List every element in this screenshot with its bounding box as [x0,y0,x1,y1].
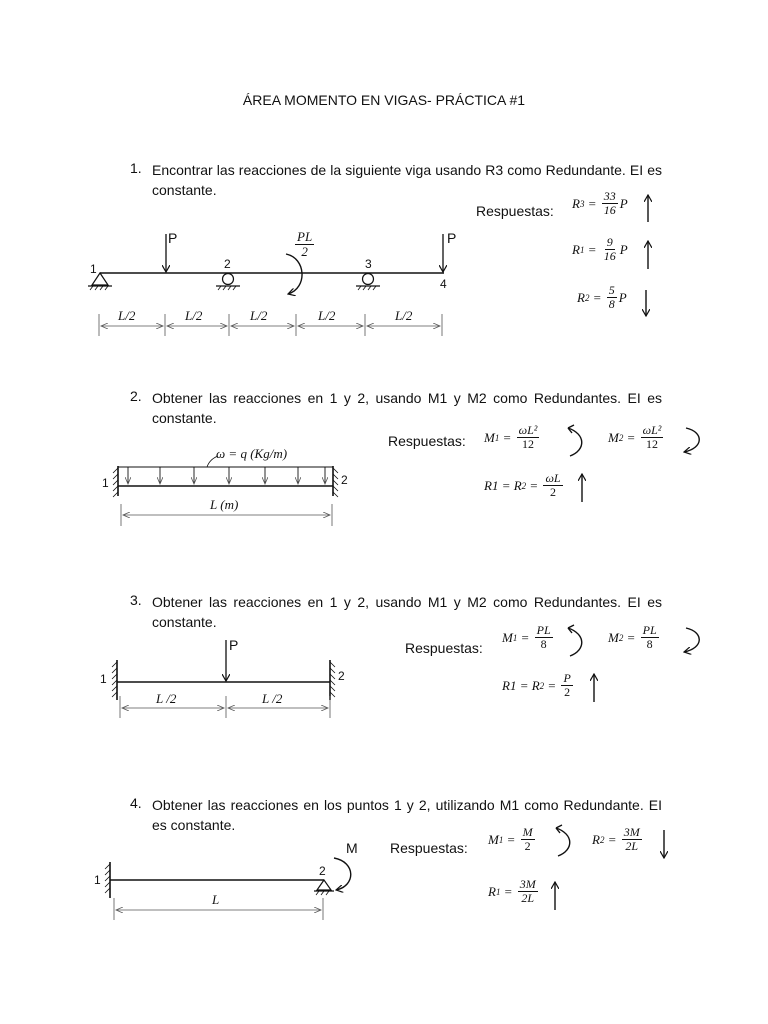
node-1-label: 1 [94,873,101,887]
moment-pl2-label: PL 2 [297,229,313,259]
answer-r3: R 3 = $\frac{33}{16}$ P [572,189,628,217]
node-2-label: 2 [338,669,345,683]
node-2-label: 2 [341,473,348,487]
clockwise-arrow-icon [684,428,699,452]
answer-m1: M 1 = $\frac{PL}{8}$ [502,623,551,651]
beam-3 [112,640,335,718]
answer-r2: R 2 = $\frac{3M}{2L}$ [592,825,640,853]
node-3-label: 3 [365,257,372,271]
answer-r1: R 1 = $\frac{3M}{2L}$ [488,877,536,905]
answer-r1: R 1 = $\frac{9}{16}$ P [572,235,628,263]
node-1-label: 1 [102,476,109,490]
answer-r1-r2: R1 = R 2 = $\frac{\omega L}{2}$ [484,471,561,499]
problem-4-number: 4. [130,795,142,811]
load-p-left-label: P [168,230,178,246]
span-label: L/2 [318,308,336,323]
node-1-label: 1 [90,262,97,276]
problem-2-respuestas-label: Respuestas: [388,433,466,449]
problem-3-respuestas-label: Respuestas: [405,640,483,656]
answer-m1: M 1 = $\frac{M}{2}$ [488,825,533,853]
problem-3-number: 3. [130,592,142,608]
span-label: L/2 [395,308,413,323]
counterclockwise-arrow-icon [568,425,582,456]
span-label: L (m) [210,497,239,512]
problem-1-number: 1. [130,160,142,176]
answer-m2: M 2 = $\frac{PL}{8}$ [608,623,657,651]
page-title: ÁREA MOMENTO EN VIGAS- PRÁCTICA #1 [242,92,526,108]
node-2-label: 2 [319,864,326,878]
node-1-label: 1 [100,672,107,686]
node-4-label: 4 [440,277,447,291]
answer-m1: M 1 = $\frac{\text{ωL²}}{12}$ [484,423,538,451]
problem-2-text: Obtener las reacciones en 1 y 2, usando M1 y M2 como Redundantes. EI es constante. [152,390,662,426]
answer-r2: R 2 = $\frac{5}{8}$ P [577,283,627,311]
load-p-label: P [229,637,239,653]
span-label: L/2 [185,308,203,323]
span-label: L/2 [118,308,136,323]
clockwise-arrow-icon [684,628,699,652]
moment-m-label: M [346,840,358,856]
span-label: L/2 [250,308,268,323]
problem-3-text: Obtener las reacciones en 1 y 2, usando M1 y M2 como Redundantes. EI es constante. [152,594,662,630]
beam-2 [113,456,338,526]
problem-4-respuestas-label: Respuestas: [390,840,468,856]
problem-2-number: 2. [130,388,142,404]
answer-m2: M 2 = $\frac{\text{ωL²}}{12}$ [608,423,662,451]
span-label: L [212,892,220,907]
answer-r1-r2: R1 = R 2 = $\frac{P}{2}$ [502,671,571,699]
problem-1-respuestas-label: Respuestas: [476,203,554,219]
span-label: L /2 [262,691,283,706]
problem-1-text: Encontrar las reacciones de la siguiente viga usando R3 como Redundante. EI es constante. [152,162,662,198]
load-p-right-label: P [447,230,457,246]
span-label: L /2 [156,691,177,706]
distributed-load-label: ω = q (Kg/m) [216,446,288,461]
problem-4-text: Obtener las reacciones en los puntos 1 y 2, utilizando M1 como Redundante. EI es constante. [152,797,662,833]
beam-4 [105,858,351,920]
node-2-label: 2 [224,257,231,271]
